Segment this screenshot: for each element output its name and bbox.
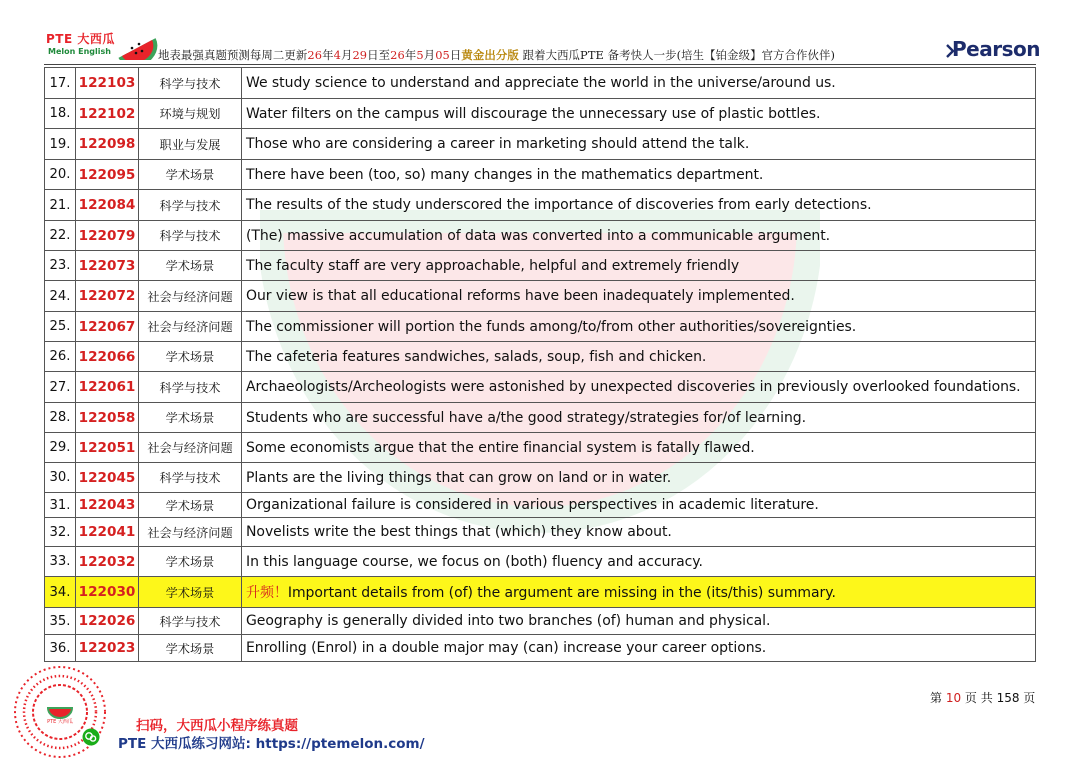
qr-code-icon — [10, 662, 110, 762]
question-sentence — [242, 372, 1036, 403]
row-index: 23. — [45, 251, 76, 281]
question-category: 科学与技术 — [139, 68, 242, 99]
question-code: 122073 — [76, 251, 139, 281]
sentence-text: Plants are the living things that can grow on land or in water. — [246, 469, 672, 486]
question-sentence — [242, 190, 1036, 221]
question-sentence — [242, 577, 1036, 608]
table-row — [45, 342, 1036, 372]
question-sentence — [242, 221, 1036, 251]
sentence-text: The faculty staff are very approachable, helpful and extremely friendly — [246, 257, 740, 274]
question-category: 环境与规划 — [139, 99, 242, 129]
table-row — [45, 372, 1036, 403]
question-code: 122023 — [76, 635, 139, 662]
question-sentence — [242, 281, 1036, 312]
question-sentence — [242, 312, 1036, 342]
row-index: 28. — [45, 403, 76, 433]
sentence-text: Geography is generally divided into two branches (of) human and physical. — [246, 613, 771, 629]
row-index: 18. — [45, 99, 76, 129]
table-row — [45, 577, 1036, 608]
qr-brand-text: PTE 大西瓜 — [47, 719, 73, 725]
question-sentence — [242, 518, 1036, 547]
page-header — [0, 0, 1080, 66]
question-code: 122032 — [76, 547, 139, 577]
logo-melon-text: Melon English — [48, 47, 111, 56]
sentence-text: The results of the study underscored the importance of discoveries from early detections. — [246, 197, 872, 213]
promo-mini-program: 扫码，大西瓜小程序练真题 — [136, 718, 298, 734]
question-sentence — [242, 493, 1036, 518]
table-row — [45, 68, 1036, 99]
question-table-body — [45, 68, 1036, 662]
sentence-text: Enrolling (Enrol) in a double major may (can) increase your career options. — [246, 640, 767, 656]
table-row — [45, 129, 1036, 160]
question-category: 学术场景 — [139, 403, 242, 433]
sentence-text: Organizational failure is considered in various perspectives in academic literature. — [246, 497, 819, 513]
table-row — [45, 281, 1036, 312]
table-row — [45, 221, 1036, 251]
row-index: 30. — [45, 463, 76, 493]
question-category: 社会与经济问题 — [139, 518, 242, 547]
table-row — [45, 160, 1036, 190]
sentence-text: Students who are successful have a/the good strategy/strategies for/of learning. — [246, 409, 807, 426]
row-index: 27. — [45, 372, 76, 403]
question-category: 学术场景 — [139, 547, 242, 577]
question-code: 122041 — [76, 518, 139, 547]
question-category: 学术场景 — [139, 577, 242, 608]
question-code: 122084 — [76, 190, 139, 221]
table-row — [45, 635, 1036, 662]
logo-pte-text: PTE 大西瓜 — [46, 32, 115, 46]
question-category: 科学与技术 — [139, 221, 242, 251]
sentence-text: We study science to understand and appreciate the world in the universe/around us. — [246, 75, 836, 91]
row-index: 19. — [45, 129, 76, 160]
row-index: 22. — [45, 221, 76, 251]
question-sentence — [242, 433, 1036, 463]
question-sentence — [242, 129, 1036, 160]
question-code: 122043 — [76, 493, 139, 518]
question-sentence — [242, 342, 1036, 372]
question-code: 122061 — [76, 372, 139, 403]
question-category: 社会与经济问题 — [139, 312, 242, 342]
sentence-text: In this language course, we focus on (both) fluency and accuracy. — [246, 553, 703, 570]
question-category: 科学与技术 — [139, 608, 242, 635]
sentence-text: Important details from (of) the argument are missing in the (its/this) summary. — [287, 585, 836, 601]
sentence-text: Those who are considering a career in marketing should attend the talk. — [246, 136, 750, 152]
sentence-text: (The) massive accumulation of data was converted into a communicable argument. — [246, 227, 831, 244]
sentence-text: The commissioner will portion the funds among/to/from other authorities/sovereignties. — [246, 318, 857, 335]
table-row — [45, 251, 1036, 281]
question-code: 122102 — [76, 99, 139, 129]
question-sentence — [242, 547, 1036, 577]
question-code: 122079 — [76, 221, 139, 251]
question-sentence — [242, 99, 1036, 129]
question-category: 学术场景 — [139, 635, 242, 662]
question-code: 122066 — [76, 342, 139, 372]
row-index: 21. — [45, 190, 76, 221]
question-code: 122026 — [76, 608, 139, 635]
question-sentence — [242, 68, 1036, 99]
question-category: 科学与技术 — [139, 190, 242, 221]
row-index: 25. — [45, 312, 76, 342]
table-row — [45, 312, 1036, 342]
question-category: 学术场景 — [139, 493, 242, 518]
question-category: 社会与经济问题 — [139, 433, 242, 463]
row-index: 33. — [45, 547, 76, 577]
row-index: 26. — [45, 342, 76, 372]
table-row — [45, 608, 1036, 635]
question-table — [44, 67, 1036, 662]
frequency-tag: 升频！ — [246, 585, 288, 601]
header-divider — [44, 64, 1036, 65]
sentence-text: Archaeologists/Archeologists were astonished by unexpected discoveries in previously overlooked foundations. — [246, 379, 1021, 395]
question-code: 122058 — [76, 403, 139, 433]
table-row — [45, 190, 1036, 221]
table-row — [45, 493, 1036, 518]
table-row — [45, 403, 1036, 433]
sentence-text: Our view is that all educational reforms have been inadequately implemented. — [246, 288, 795, 304]
table-row — [45, 547, 1036, 577]
pearson-logo: Pearson — [952, 37, 1040, 61]
row-index: 20. — [45, 160, 76, 190]
question-code: 122045 — [76, 463, 139, 493]
sentence-text: Water filters on the campus will discourage the unnecessary use of plastic bottles. — [246, 105, 821, 122]
question-sentence — [242, 403, 1036, 433]
question-category: 学术场景 — [139, 342, 242, 372]
row-index: 17. — [45, 68, 76, 99]
question-code: 122098 — [76, 129, 139, 160]
row-index: 24. — [45, 281, 76, 312]
question-category: 学术场景 — [139, 160, 242, 190]
sentence-text: Novelists write the best things that (which) they know about. — [246, 524, 672, 540]
row-index: 31. — [45, 493, 76, 518]
table-row — [45, 99, 1036, 129]
question-code: 122103 — [76, 68, 139, 99]
row-index: 34. — [45, 577, 76, 608]
row-index: 36. — [45, 635, 76, 662]
question-code: 122072 — [76, 281, 139, 312]
promo-website: PTE 大西瓜练习网站: https://ptemelon.com/ — [118, 736, 425, 752]
question-category: 职业与发展 — [139, 129, 242, 160]
sentence-text: Some economists argue that the entire financial system is fatally flawed. — [246, 439, 755, 456]
sentence-text: The cafeteria features sandwiches, salads, soup, fish and chicken. — [246, 348, 707, 365]
question-sentence — [242, 608, 1036, 635]
table-row — [45, 433, 1036, 463]
question-code: 122095 — [76, 160, 139, 190]
watermelon-logo-icon — [112, 22, 162, 60]
brand-logo — [44, 30, 164, 64]
question-sentence — [242, 251, 1036, 281]
row-index: 29. — [45, 433, 76, 463]
question-category: 科学与技术 — [139, 463, 242, 493]
table-row — [45, 463, 1036, 493]
update-notice: 地表最强真题预测每周二更新26年4月29日至26年5月05日黄金出分版 跟着大西瓜PTE 备考快人一步(培生【铂金级】官方合作伙伴) — [158, 48, 836, 62]
wechat-icon — [82, 728, 100, 746]
page-indicator: 第 10 页 共 158 页 — [930, 691, 1036, 705]
question-sentence — [242, 160, 1036, 190]
question-code: 122030 — [76, 577, 139, 608]
question-sentence — [242, 635, 1036, 662]
question-category: 学术场景 — [139, 251, 242, 281]
row-index: 35. — [45, 608, 76, 635]
sentence-text: There have been (too, so) many changes in the mathematics department. — [246, 166, 764, 183]
question-category: 科学与技术 — [139, 372, 242, 403]
question-code: 122067 — [76, 312, 139, 342]
question-category: 社会与经济问题 — [139, 281, 242, 312]
table-row — [45, 518, 1036, 547]
question-sentence — [242, 463, 1036, 493]
question-code: 122051 — [76, 433, 139, 463]
row-index: 32. — [45, 518, 76, 547]
